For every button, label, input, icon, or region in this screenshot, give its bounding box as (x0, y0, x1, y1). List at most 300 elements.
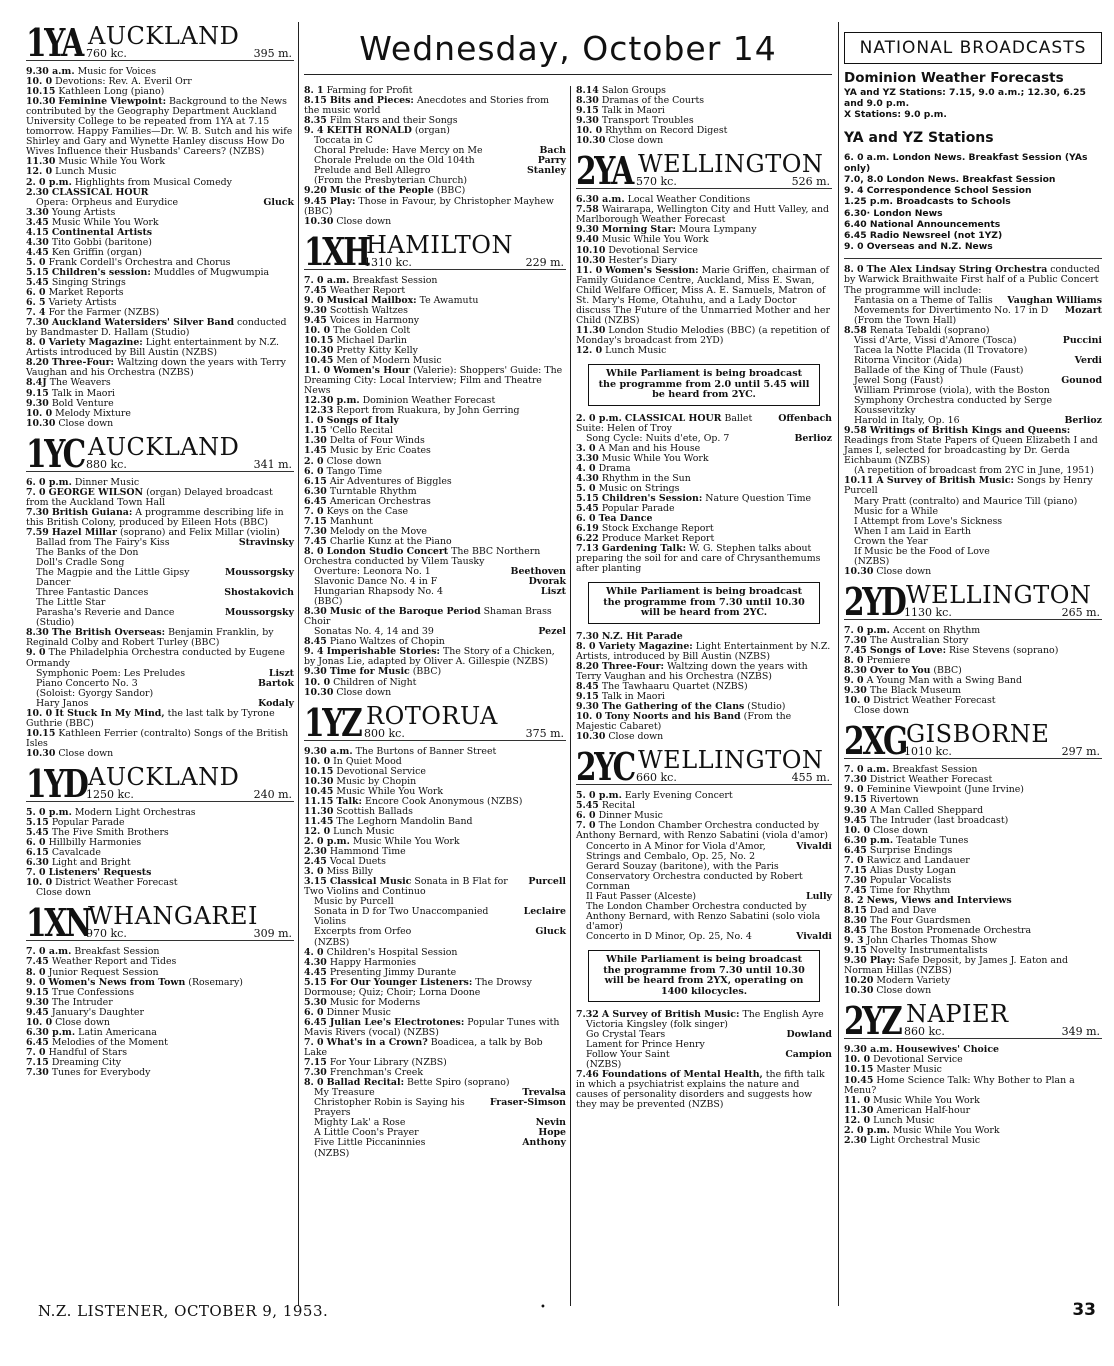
programme-time: 3.30 (26, 206, 49, 218)
programme-time: 6. 0 (576, 513, 596, 524)
programme-text: Mary Pratt (contralto) and Maurice Till (piano) (854, 495, 1078, 507)
ya-yz-title: YA and YZ Stations (844, 129, 994, 146)
programme-text: If Music be the Food of Love (854, 545, 990, 557)
programme-item (26, 1068, 294, 1078)
programme-text: Harold in Italy, Op. 16 (854, 415, 960, 427)
programme-text: Singing Strings (51, 276, 126, 288)
programme-text: Waltzing down the years with Terry Vaughan and his Orchestra (NZBS) (576, 660, 808, 682)
programme-item (844, 265, 1102, 295)
programme-time: 8.30 (26, 627, 49, 639)
programme-text: Devotional Service (608, 244, 698, 256)
station-header (844, 718, 1102, 764)
programme-item (304, 366, 566, 396)
programme-text: (Studio) (747, 701, 786, 713)
programme-time: 10. 0 (844, 824, 871, 836)
programme-text: Te Awamutu (419, 294, 479, 306)
programme-title: It Stuck In My Mind, (55, 707, 165, 719)
programme-time: 10.30 (844, 565, 874, 577)
programme-time: 5. 0 p.m. (576, 790, 622, 802)
programme-text: Report from Ruakura, by John Gerring (336, 405, 520, 417)
programme-text: Bette Spiro (soprano) (407, 1077, 510, 1089)
programme-time: 9. 4 (304, 125, 324, 137)
programme-text: Piano Concerto No. 3 (36, 677, 138, 689)
programme-text: Weather Report and Tides (51, 956, 177, 968)
programme-time: 7. 0 (304, 1036, 324, 1048)
station-meta (84, 22, 294, 60)
programme-time: 10.15 (26, 727, 56, 739)
programme-text: Concerto in A Minor for Viola d'Amor, Strings and Cembalo, Op. 25, No. 2 (586, 840, 766, 862)
programme-text: Wairarapa, Wellington City and Hutt Valley, and Marlborough Weather Forecast (576, 204, 830, 226)
programme-text: Marie Griffen, chairman of Family Guidance Centre, Auckland, Miss E. Swan, Child Welfare Officer, Miss A. E. Samuels, Matron of St. Mary's Home, Otahuhu, and a Lady Doctor discuss The Future of the Unmarried Mother and her Child (NZBS) (576, 264, 830, 326)
programme-time: 10.45 (304, 355, 334, 367)
programme-item (26, 648, 294, 668)
programme-text: Jewel Song (Faust) (854, 374, 944, 386)
composer: Stanley (527, 165, 566, 177)
national-time: 1.25 p.m. (844, 196, 893, 208)
programme-time: 9.30 (844, 804, 867, 816)
programme-item (304, 978, 566, 998)
programme-text: Farming for Profit (326, 85, 413, 96)
station-frequency: 860 kc. (904, 1025, 945, 1039)
programme-title: Foundations of Mental Health, (601, 1069, 763, 1081)
parliament-notice: While Parliament is being broadcast the programme from 2.0 until 5.45 will be heard from 2YC. (588, 364, 820, 406)
programme-item (304, 1149, 566, 1159)
programme-time: 7. 0 p.m. (844, 624, 890, 636)
national-item (844, 230, 1102, 241)
programme-item (304, 1018, 566, 1038)
station-header (26, 761, 294, 806)
programme-text: The Intruder (last broadcast) (869, 814, 1009, 826)
composer: Pezel (538, 626, 566, 638)
programme-time: 8. 1 (304, 85, 324, 96)
programme-text: The Black Museum (869, 685, 961, 697)
programme-text: Kathleen Long (piano) (58, 86, 165, 98)
programme-text: (Rosemary) (188, 976, 243, 988)
programme-time: 8. 0 (304, 1077, 324, 1089)
station-call-sign: 2YD (844, 578, 905, 624)
programme-text: True Confessions (51, 986, 135, 998)
composer: Moussorgsky (225, 607, 294, 619)
programme-text: Those in Favour, by Christopher Mayhew (BBC) (304, 195, 554, 217)
station-header (26, 900, 294, 946)
programme-time: 9.30 (844, 955, 867, 967)
station-header (576, 148, 832, 194)
programme-time: 6.19 (576, 523, 599, 535)
national-time: 6.40 (844, 218, 867, 230)
programme-time: 7. 0 (26, 1046, 46, 1058)
composer: Vivaldi (796, 930, 832, 942)
programme-title: Talk: (336, 795, 363, 807)
programme-text: Close down (876, 565, 932, 577)
programme-time: 9.45 (26, 1006, 49, 1018)
programme-time: 6. 0 (576, 810, 596, 822)
station-frequency: 1130 kc. (904, 605, 952, 619)
programme-time: 5.15 (304, 976, 327, 988)
programme-text: Rawicz and Landauer (866, 854, 970, 866)
programme-text: Vocal Duets (329, 856, 386, 868)
programme-time: 10. 0 (844, 1054, 871, 1066)
programme-text: American Half-hour (876, 1104, 971, 1116)
programme-time: 9.30 a.m. (26, 66, 75, 77)
programme-time: 2.30 (844, 1134, 867, 1146)
programme-time: 7.30 (304, 525, 327, 537)
station-call-sign: 1XH (304, 228, 369, 274)
station-header (844, 578, 1102, 624)
national-time: 9. 4 (844, 185, 864, 197)
national-text: London News. Breakfast Session (886, 174, 1056, 186)
programme-time: 6.30 (304, 485, 327, 497)
programme-text: Three Fantastic Dances (36, 587, 149, 599)
programme-text: Overture: Leonora No. 1 (314, 566, 431, 578)
programme-text: 'Cello Recital (329, 425, 393, 437)
programme-text: Readings from State Papers of Queen Elizabeth I and James I, selected for broadcasting by Dr. Gerda Eichbaum (NZBS) (844, 435, 1098, 467)
weather-yz: YA and YZ Stations: 7.15, 9.0 a.m.; 12.30, 6.25 and 9.0 p.m. (844, 87, 1086, 110)
programme-time: 10.30 (304, 344, 334, 356)
column-1 (26, 18, 294, 1078)
programme-time: 6. 0 (26, 287, 46, 299)
programme-text: Movements for Divertimento No. 17 in D (854, 304, 1049, 316)
programme-time: 10. 0 (304, 676, 331, 688)
programme-text: Follow Your Saint (586, 1049, 670, 1061)
composer: Liszt (268, 667, 294, 679)
programme-time: 10.30 (576, 135, 606, 147)
composer: Gluck (535, 926, 566, 938)
programme-text: Latin Americana (78, 1026, 157, 1038)
programme-time: 6. 5 (26, 297, 46, 309)
programme-time: 2.30 (304, 846, 327, 858)
programme-text: Young Artists (51, 206, 116, 218)
programme-item (576, 842, 832, 862)
programme-title: Julian Lee's Electrotones: (329, 1016, 465, 1028)
programme-text: Opera: Orpheus and Eurydice (36, 196, 179, 208)
station-meta (902, 1000, 1102, 1039)
programme-text: Manhunt (329, 515, 373, 527)
programme-time: 7.45 (844, 884, 867, 896)
composer: Mozart (1064, 304, 1102, 316)
programme-text: Music by Purcell (314, 896, 394, 908)
programme-text: Songs by Henry Purcell (844, 475, 1093, 497)
programme-text: conducted by Warwick Braithwaite First half of a Public Concert The programme will include: (844, 264, 1100, 296)
programme-text: Music While You Work (873, 1094, 980, 1106)
station-wavelength: 229 m. (525, 255, 564, 269)
programme-text: Lunch Music (873, 1114, 935, 1126)
programme-text: Handful of Stars (48, 1046, 128, 1058)
programme-item (576, 326, 832, 346)
programme-text: Vissi d'Arte, Vissi d'Amore (Tosca) (854, 334, 1017, 346)
programme-title: Three-Four: (601, 660, 664, 672)
programme-text: Prelude and Bell Allegro (314, 165, 431, 177)
programme-title: London Studio Concert (326, 545, 449, 557)
programme-text: Popular Vocalists (869, 874, 952, 886)
programme-text: Chorale Prelude on the Old 104th (314, 155, 475, 167)
programme-time: 10. 0 (576, 711, 603, 723)
station-city: AUCKLAND (88, 22, 240, 50)
programme-time: 9.30 (576, 701, 599, 713)
programme-title: Auckland Watersiders' Silver Band (51, 317, 235, 329)
station-meta (84, 432, 294, 471)
composer: Purcell (528, 876, 566, 888)
programme-text: Safe Deposit, by James J. Eaton and Norman Hillas (NZBS) (844, 955, 1068, 977)
programme-time: 10.15 (304, 765, 334, 777)
programme-time: 8.35 (304, 115, 327, 127)
programme-text: Boadicea, a talk by Bob Lake (304, 1036, 543, 1059)
programme-time: 9. 0 (304, 294, 324, 306)
programme-item (304, 547, 566, 567)
programme-text: The Philadelphia Orchestra conducted by Eugene Ormandy (26, 647, 285, 669)
programme-time: 7.30 (26, 1066, 49, 1078)
national-broadcasts-header: NATIONAL BROADCASTS (844, 32, 1102, 64)
programme-item (304, 1038, 566, 1058)
programme-text: The Boston Promenade Orchestra (869, 925, 1032, 937)
programme-time: 5.45 (26, 276, 49, 288)
programme-time: 9.45 (844, 814, 867, 826)
station-meta (902, 720, 1102, 759)
programme-item (26, 709, 294, 729)
parliament-notice: While Parliament is being broadcast the programme from 7.30 until 10.30 will be heard from 2YX, operating on 1400 kilocycles. (588, 950, 820, 1002)
programme-time: 7.45 (304, 284, 327, 296)
programme-time: 8.45 (844, 925, 867, 937)
programme-time: 4.15 (26, 226, 49, 238)
programme-time: 8. 0 (26, 337, 46, 349)
programme-time: 1.45 (304, 445, 327, 457)
programme-text: A Man and his House (598, 442, 701, 454)
programme-text: Background to the News contributed by the Geography Department Auckland University College to be repeated from 1YA at 7.15 tomorrow. Happy Families—Dr. W. B. Sutch and his wife Shirley and Gary and Wynette Hanley discuss How Do Wives Influence their Husbands' Careers? (NZBS) (26, 96, 293, 158)
programme-text: Dinner Music (74, 476, 140, 488)
programme-text: Popular Parade (601, 502, 675, 514)
programme-time: 9. 3 (844, 935, 864, 947)
programme-text: (NZBS) (854, 555, 890, 567)
programme-title: Classical Music (329, 876, 412, 888)
programme-title: Songs of Italy (326, 415, 399, 427)
programme-time: 10.30 (26, 747, 56, 759)
programme-text: Lunch Music (605, 344, 667, 356)
programme-text: John Charles Thomas Show (866, 935, 997, 947)
station-wavelength: 265 m. (1061, 605, 1100, 619)
programme-item (576, 662, 832, 682)
programme-text: Pretty Kitty Kelly (336, 344, 418, 356)
programme-time: 4. 0 (304, 946, 324, 958)
programme-text: A Young Man with a Swing Band (866, 675, 1022, 687)
programme-text: Muddles of Mugwumpia (153, 266, 270, 278)
programme-time: 9. 4 (304, 646, 324, 658)
programme-time: 2.30 (26, 186, 49, 198)
programme-text: American Orchestras (329, 495, 431, 507)
programme-time: 9.15 (844, 794, 867, 806)
programme-time: 5.15 (26, 266, 49, 278)
programme-time: 7.30 (844, 634, 867, 646)
programme-time: 7. 0 a.m. (304, 274, 350, 286)
programme-text: The Magpie and the Little Gipsy Dancer (36, 567, 190, 589)
programme-text: (From the Majestic Cabaret) (576, 711, 792, 733)
programme-text: In Quiet Mood (333, 755, 402, 767)
programme-item (576, 642, 832, 662)
programme-text: (Soloist: Gyorgy Sandor) (36, 687, 154, 699)
programme-text: Feminine Viewpoint (June Irvine) (866, 784, 1024, 796)
programme-time: 7.30 (304, 1067, 327, 1079)
programme-text: District Weather Forecast (869, 774, 993, 786)
programme-title: Hazel Millar (51, 526, 117, 538)
programme-text: Benjamin Franklin, by Reginald Colby and Robert Turley (BBC) (26, 627, 274, 649)
station-meta (634, 746, 832, 785)
station-city: WELLINGTON (638, 150, 824, 179)
programme-title: Variety Magazine: (48, 337, 143, 349)
programme-text: Crown the Year (854, 535, 928, 547)
composer: Lully (806, 890, 832, 902)
programme-text: Dominion Weather Forecast (362, 395, 496, 407)
programme-text: Premiere (866, 655, 911, 667)
programme-time: 7. 0 (304, 505, 324, 517)
programme-text: Waltzing down the years with Terry Vaughan and his Orchestra (NZBS) (26, 357, 286, 379)
programme-item (304, 877, 566, 897)
footer-issue: N.Z. LISTENER, OCTOBER 9, 1953. (38, 1302, 329, 1320)
programme-item (26, 568, 294, 588)
station-wavelength: 395 m. (253, 46, 292, 60)
station-frequency: 1250 kc. (86, 787, 134, 801)
programme-text: The Little Star (36, 597, 106, 609)
national-item (844, 196, 1102, 207)
programme-time: 10.11 (844, 475, 874, 487)
programme-title: Three-Four: (51, 357, 114, 369)
programme-text: (Studio) (36, 617, 75, 629)
programme-time: 9.58 (844, 425, 867, 437)
programme-time: 2. 0 p.m. (576, 412, 622, 424)
programme-time: 6. 0 (304, 1006, 324, 1018)
programme-time: 12. 0 (576, 344, 603, 356)
programme-time: 8. 0 (304, 545, 324, 557)
programme-item (304, 1098, 566, 1118)
programme-time: 2. 0 p.m. (844, 1124, 890, 1136)
programme-item (26, 338, 294, 358)
programme-title: Women's News from Town (48, 976, 186, 988)
programme-time: 7.45 (26, 956, 49, 968)
programme-text: Close down (854, 705, 909, 717)
programme-time: 12. 0 (844, 1114, 871, 1126)
column-3 (576, 86, 832, 1110)
programme-text: Novelty Instrumentalists (869, 945, 988, 957)
programme-text: (NZBS) (314, 936, 350, 948)
programme-item (576, 862, 832, 892)
composer: Liszt (540, 586, 566, 598)
programme-title: Musical Mailbox: (326, 294, 417, 306)
programme-text: Lunch Music (333, 826, 395, 837)
programme-text: Song Cycle: Nuits d'ete, Op. 7 (586, 432, 730, 444)
station-wavelength: 297 m. (1061, 745, 1100, 759)
programme-item (576, 1070, 832, 1110)
programme-text: Miss Billy (326, 866, 373, 878)
station-header (844, 998, 1102, 1044)
station-wavelength: 341 m. (253, 457, 292, 471)
programme-time: 7. 0 (26, 486, 46, 498)
programme-item (304, 587, 566, 597)
programme-time: 6.30 p.m. (26, 1026, 76, 1038)
programme-time: 7.15 (304, 515, 327, 527)
programme-text: Happy Harmonies (329, 956, 417, 968)
station-city: GISBORNE (906, 720, 1050, 749)
programme-time: 9.15 (26, 387, 49, 399)
programme-text: Home Science Talk: Why Bother to Plan a Menu? (844, 1074, 1075, 1096)
programme-time: 10.15 (26, 86, 56, 98)
programme-time: 7. 0 (26, 867, 46, 879)
programme-text: Renata Tebaldi (soprano) (869, 324, 990, 336)
programme-time: 5.45 (26, 827, 49, 839)
ya-yz-list (844, 152, 1102, 253)
station-meta (362, 230, 566, 269)
programme-item (844, 386, 1102, 416)
programme-text: Close down (608, 135, 664, 147)
programme-text: Voices in Harmony (329, 314, 420, 326)
programme-time: 3.15 (304, 876, 327, 888)
programme-text: Close down (58, 747, 114, 759)
station-wavelength: 349 m. (1061, 1025, 1100, 1039)
programme-time: 9.30 (576, 224, 599, 236)
programme-time: 9.15 (576, 691, 599, 703)
national-text: Correspondence School Session (866, 185, 1032, 197)
programme-text: I Attempt from Love's Sickness (854, 515, 1003, 527)
station-city: ROTORUA (366, 701, 498, 730)
programme-time: 7. 0 a.m. (26, 946, 72, 958)
programme-time: 12.30 p.m. (304, 395, 360, 407)
station-meta (84, 902, 294, 941)
programme-text: Music While You Work (336, 785, 444, 797)
programme-time: 12. 0 (26, 166, 53, 178)
programme-text: Light Entertainment by N.Z. Artists, introduced by Bill Austin (NZBS) (576, 640, 831, 662)
programme-text: Close down (36, 887, 91, 899)
programme-time: 7.15 (304, 1057, 327, 1069)
station-frequency: 1310 kc. (364, 255, 412, 269)
national-text: London News. Breakfast Session (YAs only) (844, 151, 1088, 174)
column-rule (298, 22, 299, 1306)
programme-title: Children's session: (51, 266, 151, 278)
station-header (26, 20, 294, 65)
programme-time: 8. 0 (844, 264, 864, 276)
programme-title: Bits and Pieces: (329, 95, 414, 107)
programme-item (26, 888, 294, 898)
programme-time: 3. 0 (304, 866, 324, 878)
programme-text: Concerto in D Minor, Op. 25, No. 4 (586, 930, 752, 942)
programme-text: Teatable Tunes (896, 834, 969, 846)
programme-title: Morning Star: (601, 224, 676, 236)
programme-time: 4.30 (304, 956, 327, 968)
programme-time: 3.30 (576, 452, 599, 464)
programme-title: GEORGE WILSON (48, 486, 144, 498)
composer: Fraser-Simson (489, 1097, 566, 1109)
programme-text: Scottish Ballads (336, 805, 413, 817)
programme-time: 4.30 (576, 472, 599, 484)
programme-text: Rhythm on Record Digest (605, 125, 728, 137)
programme-time: 7.45 (304, 535, 327, 547)
station-header (304, 228, 566, 274)
divider (844, 258, 1102, 259)
programme-text: The Five Smith Brothers (51, 827, 169, 839)
station-wavelength: 309 m. (253, 927, 292, 941)
programme-item (576, 732, 832, 742)
programme-text: Highlights from Musical Comedy (74, 176, 232, 188)
station-meta (634, 150, 832, 189)
programme-time: 7.45 (844, 644, 867, 656)
programme-time: 10.15 (304, 334, 334, 346)
programme-time: 6.45 (304, 495, 327, 507)
programme-text: (Valerie): Shoppers' Guide: The Dreaming City: Local Interview; Film and Theatre News (304, 365, 563, 397)
programme-text: Choral Prelude: Have Mercy on Me (314, 145, 483, 157)
station-header (576, 744, 832, 790)
station-frequency: 570 kc. (636, 175, 677, 189)
composer: Nevin (535, 1117, 566, 1129)
composer: Moussorgsky (225, 567, 294, 579)
national-time: 6.30· (844, 207, 871, 219)
programme-time: 6.45 (26, 1036, 49, 1048)
programme-time: 7.58 (576, 204, 599, 216)
programme-time: 8.30 (576, 95, 599, 107)
